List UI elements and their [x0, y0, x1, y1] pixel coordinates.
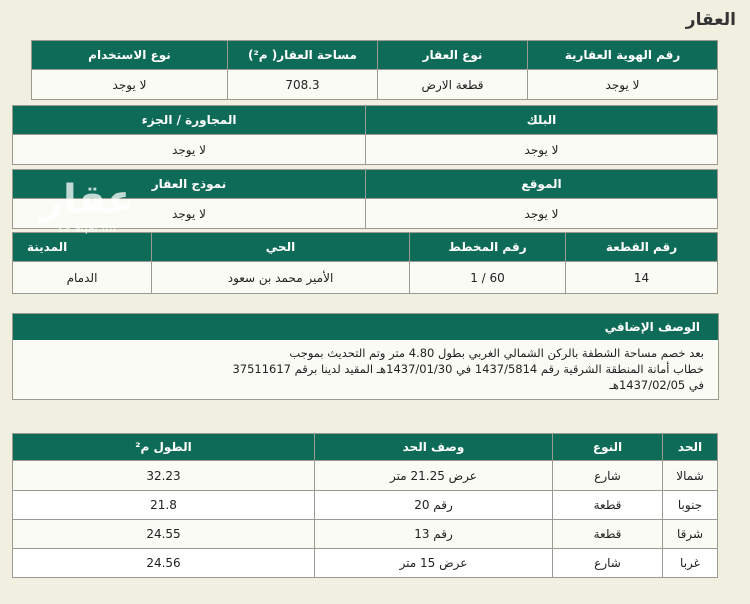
block-info-table — [12, 105, 718, 165]
value-property-id: لا يوجد — [528, 70, 718, 100]
boundary-length: 24.56 — [13, 549, 315, 578]
description-line: خطاب أمانة المنطقة الشرقية رقم 1437/5814 في 1437/01/30هـ المقيد لدينا برقم 37511617 — [232, 362, 704, 376]
boundary-length: 21.8 — [13, 491, 315, 520]
value-plan-number: 60 / 1 — [410, 262, 566, 294]
header-district: الحي — [152, 233, 410, 262]
boundary-description: عرض 15 متر — [315, 549, 553, 578]
header-boundary-description: وصف الحد — [315, 434, 553, 461]
description-line: بعد خصم مساحة الشطفة بالركن الشمالي الغربي بطول 4.80 متر وتم التحديث بموجب — [289, 346, 704, 360]
header-boundary: الحد — [663, 434, 718, 461]
watermark-url: sa.aqar.fm — [58, 222, 117, 235]
header-location: الموقع — [366, 170, 718, 199]
boundaries-table — [12, 433, 718, 578]
boundary-type: قطعة — [553, 520, 663, 549]
plot-info-table — [12, 232, 718, 294]
boundary-description: رقم 13 — [315, 520, 553, 549]
value-property-model: لا يوجد — [13, 199, 366, 229]
table-row — [13, 491, 718, 520]
boundary-name: شرقا — [663, 520, 718, 549]
description-heading: الوصف الإضافي — [13, 314, 718, 340]
table-row — [13, 520, 718, 549]
table-row — [13, 549, 718, 578]
header-property-id: رقم الهوية العقارية — [528, 41, 718, 70]
boundary-type: شارع — [553, 461, 663, 491]
boundary-description: عرض 21.25 متر — [315, 461, 553, 491]
boundary-length: 32.23 — [13, 461, 315, 491]
boundary-type: شارع — [553, 549, 663, 578]
watermark-logo: عقار — [40, 177, 135, 223]
additional-description — [12, 313, 719, 400]
property-info-table — [31, 40, 718, 100]
value-city: الدمام — [13, 262, 152, 294]
header-property-model: نموذج العقار — [13, 170, 366, 199]
value-usage-type: لا يوجد — [32, 70, 228, 100]
page-title: العقار — [685, 10, 736, 30]
value-block: لا يوجد — [366, 135, 718, 165]
header-plot-number: رقم القطعة — [566, 233, 718, 262]
description-line: في 1437/02/05هـ — [609, 378, 704, 392]
table-row — [13, 461, 718, 491]
header-property-area: مساحة العقار( م²) — [228, 41, 378, 70]
value-location: لا يوجد — [366, 199, 718, 229]
header-boundary-type: النوع — [553, 434, 663, 461]
header-usage-type: نوع الاستخدام — [32, 41, 228, 70]
value-plot-number: 14 — [566, 262, 718, 294]
description-body — [13, 340, 718, 399]
header-boundary-length: الطول م² — [13, 434, 315, 461]
header-city: المدينة — [13, 233, 152, 262]
boundary-type: قطعة — [553, 491, 663, 520]
boundary-name: غربا — [663, 549, 718, 578]
header-neighborhood-part: المجاورة / الجزء — [13, 106, 366, 135]
boundary-name: جنوبا — [663, 491, 718, 520]
header-plan-number: رقم المخطط — [410, 233, 566, 262]
boundary-length: 24.55 — [13, 520, 315, 549]
value-property-type: قطعة الارض — [378, 70, 528, 100]
value-neighborhood-part: لا يوجد — [13, 135, 366, 165]
boundary-name: شمالا — [663, 461, 718, 491]
value-district: الأمير محمد بن سعود — [152, 262, 410, 294]
value-property-area: 708.3 — [228, 70, 378, 100]
boundary-description: رقم 20 — [315, 491, 553, 520]
location-info-table — [12, 169, 718, 229]
header-property-type: نوع العقار — [378, 41, 528, 70]
header-block: البلك — [366, 106, 718, 135]
